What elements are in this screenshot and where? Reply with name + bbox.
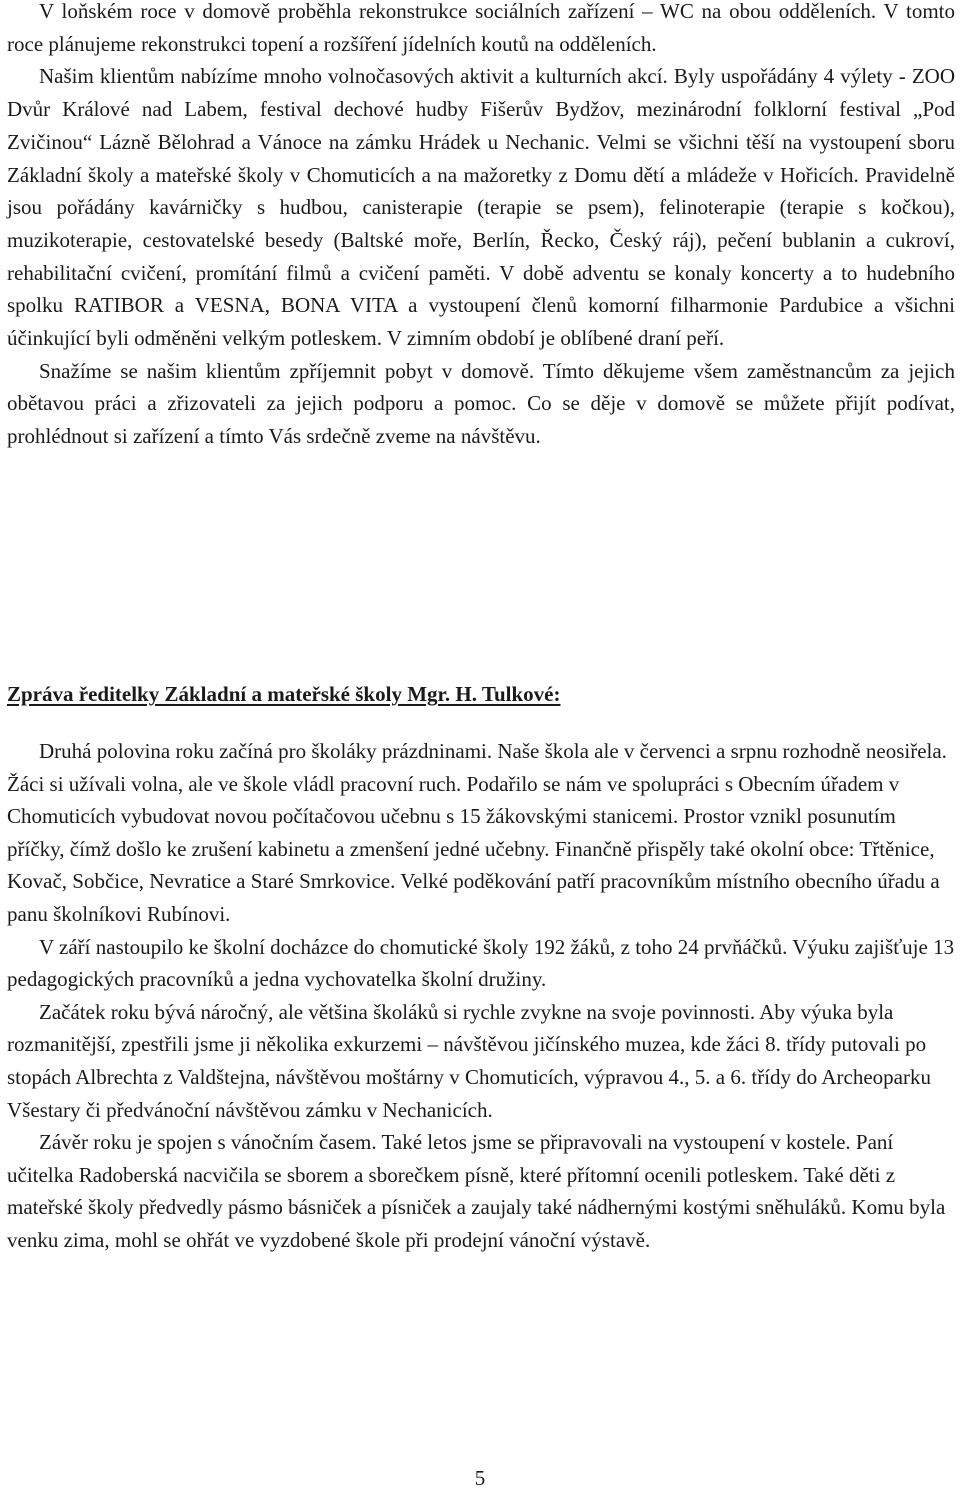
- paragraph-activities: Našim klientům nabízíme mnoho volnočasových aktivit a kulturních akcí. Byly uspořádány 4 výlety - ZOO Dvůr Králové nad Labem, festival dechové hudby Fišerův Bydžov, mezinárodní folklorní festival „Pod Zvičinou“ Lázně Bělohrad a Vánoce na zámku Hrádek u Nechanic. Velmi se všichni těší na vystoupení sboru Základní školy a mateřské školy v Chomuticích a na mažoretky z Domu dětí a mládeže v Hořicích. Pravidelně jsou pořádány kavárničky s hudbou, canisterapie (terapie se psem), felinoterapie (terapie s kočkou), muzikoterapie, cestovatelské besedy (Baltské moře, Berlín, Řecko, Český ráj), pečení bublanin a cukroví, rehabilitační cvičení, promítání filmů a cvičení paměti. V době adventu se konaly koncerty a to hudebního spolku RATIBOR a VESNA, BONA VITA a vystoupení členů komorní filharmonie Pardubice a všichni účinkující byli odměněni velkým potleskem. V zimním období je oblíbené draní peří.: [7, 64, 955, 351]
- paragraph-september: V září nastoupilo ke školní docházce do chomutické školy 192 žáků, z toho 24 prvňáčků. Výuku zajišťuje 13 pedagogických pracovníků a jedna vychovatelka školní družiny.: [7, 934, 955, 992]
- paragraph-christmas: Závěr roku je spojen s vánočním časem. Také letos jsme se připravovali na vystoupení v kostele. Paní učitelka Radoberská nacvičila se sborem a sborečkem písně, které přítomní ocenili potleskem. Také děti z mateřské školy předvedly pásmo básniček a písniček a zaujaly také nádhernými kostými sněhuláků. Komu byla venku zima, mohl se ohřát ve vyzdobené škole při prodejní vánoční výstavě.: [7, 1130, 946, 1252]
- paragraph-excursions: Začátek roku bývá náročný, ale většina školáků si rychle zvykne na svoje povinnosti. Aby výuka byla rozmanitější, zpestřili jsme ji několika exkurzemi – návštěvou jičínského muzea, kde žáci 8. třídy putovali po stopách Albrechta z Valdštejna, návštěvou moštárny v Chomuticích, výpravou 4., 5. a 6. třídy do Archeoparku Všestary či předvánoční návštěvou zámku v Nechanicích.: [7, 999, 931, 1122]
- paragraph-summer: Druhá polovina roku začíná pro školáky prázdninami. Naše škola ale v červenci a srpnu rozhodně neosiřela. Žáci si užívali volna, ale ve škole vládl pracovní ruch. Podařilo se nám ve spolupráci s Obecním úřadem v Chomuticích vybudovat novou počítačovou učebnu s 15 žákovskými stanicemi. Prostor vznikl posunutím příčky, čímž došlo ke zrušení kabinetu a zmenšení jedné učebny. Finančně přispěly také okolní obce: Třtěnice, Kovač, Sobčice, Nevratice a Staré Smrkovice. Velké poděkování patří pracovníkům místního obecního úřadu a panu školníkovi Rubínovi.: [7, 739, 947, 926]
- paragraph-renovation: V loňském roce v domově proběhla rekonstrukce sociálních zařízení – WC na obou odděleních. V tomto roce plánujeme rekonstrukci topení a rozšíření jídelních koutů na odděleních.: [7, 0, 955, 56]
- paragraph-thanks: Snažíme se našim klientům zpříjemnit pobyt v domově. Tímto děkujeme všem zaměstnancům za jejich obětavou práci a zřizovateli za jejich podporu a pomoc. Co se děje v domově se můžete přijít podívat, prohlédnout si zařízení a tímto Vás srdečně zveme na návštěvu.: [7, 358, 955, 449]
- page-number: 5: [474, 1466, 486, 1490]
- school-report-section: [7, 735, 955, 1257]
- school-report-heading: Zpráva ředitelky Základní a mateřské školy Mgr. H. Tulkové:: [7, 682, 561, 706]
- nursing-home-section: [7, 0, 955, 453]
